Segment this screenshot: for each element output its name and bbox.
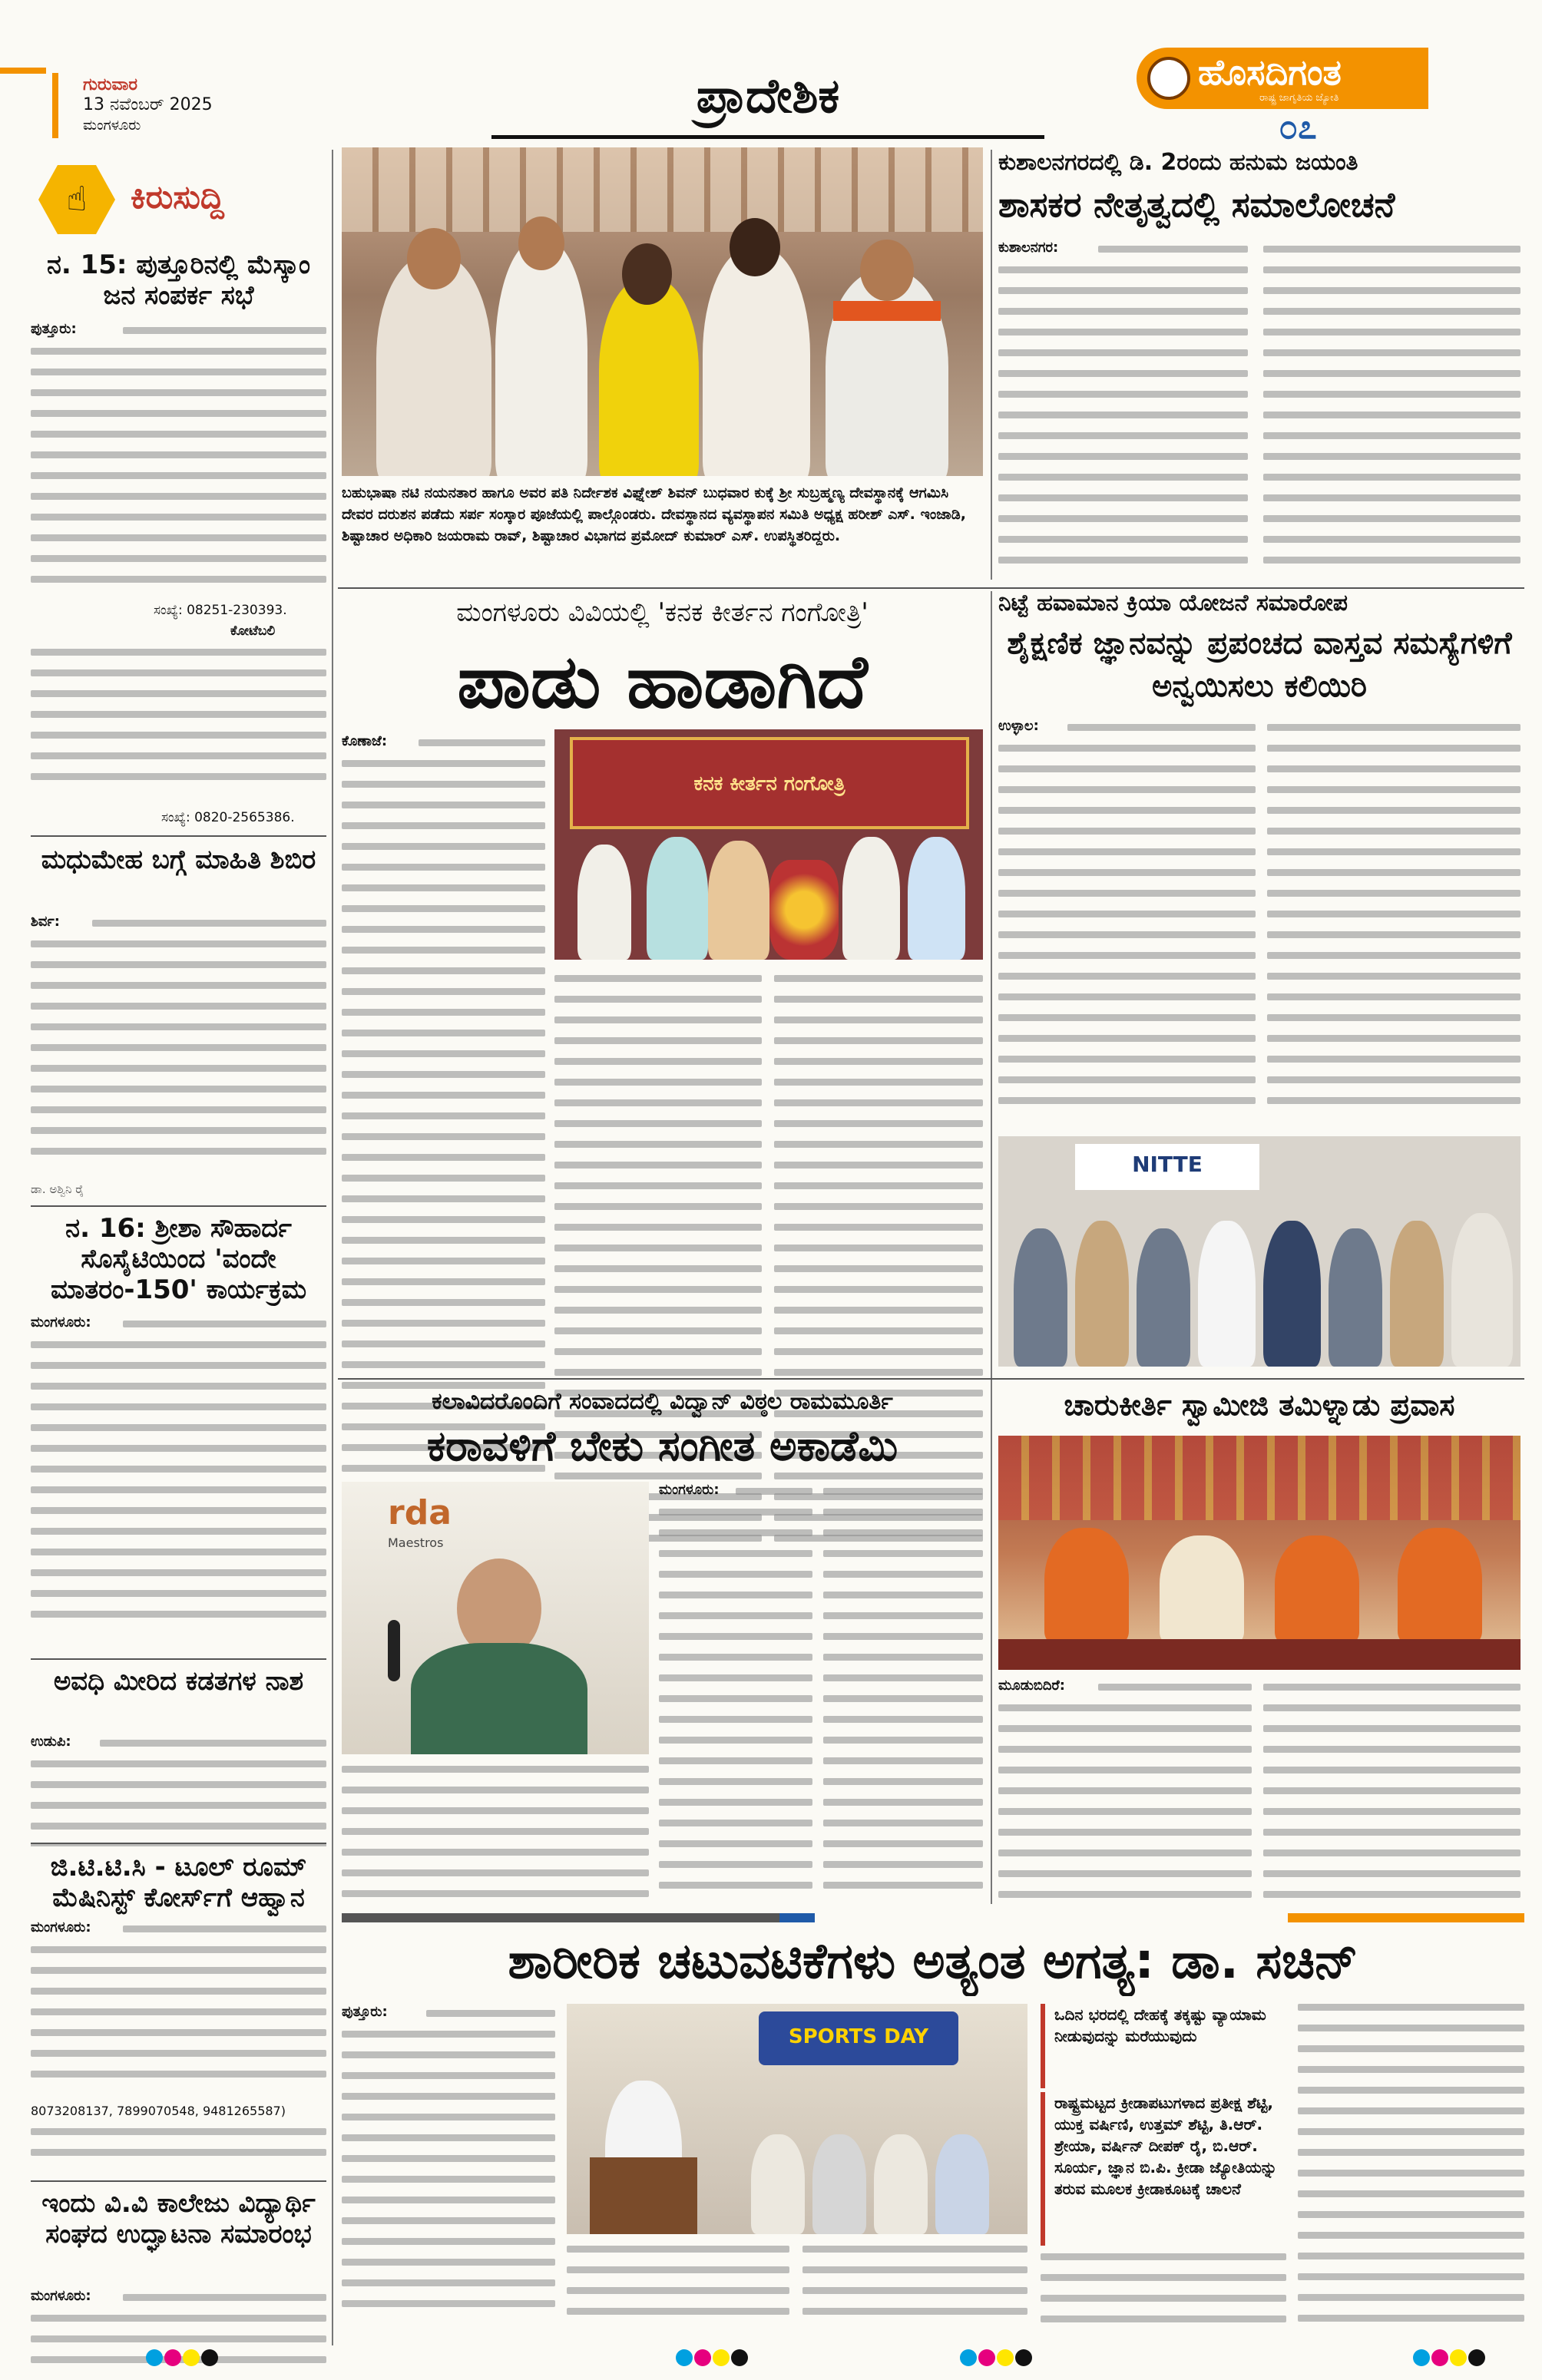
music-body-bottom (342, 1766, 649, 1912)
charukeerthi-photo (998, 1436, 1520, 1670)
microphone-icon (388, 1620, 400, 1681)
swamiji-figure (1275, 1535, 1359, 1643)
music-body-col1 (659, 1488, 812, 1910)
kiru-divider-5 (31, 2180, 326, 2182)
kiru-suddi-column (31, 154, 326, 2365)
stage-arch (998, 1436, 1520, 1520)
kiru-item-5-title: ಜಿ.ಟಿ.ಟಿ.ಸಿ - ಟೂಲ್ ರೂಮ್ ಮೆಷಿನಿಸ್ಟ್ ಕೋರ್ಸ್‌ಗೆ ಆಹ್ವಾನ (50, 1852, 307, 1913)
charukeerthi-dateline: ಮೂಡುಬಿದಿರೆ: (998, 1678, 1065, 1694)
student-figure (1451, 1213, 1513, 1367)
paper-logo (1137, 48, 1428, 109)
logo-emblem-icon (1147, 57, 1190, 100)
sports-banner-text: SPORTS DAY (788, 2025, 929, 2048)
kanaka-photo (554, 729, 983, 960)
date-block-accent (52, 73, 58, 138)
kanaka-banner (570, 737, 969, 829)
column-rule-mid-top (991, 150, 992, 580)
charukeerthi-body-col1 (998, 1684, 1252, 1914)
swamiji-figure (1044, 1528, 1129, 1643)
registration-dot (146, 2349, 163, 2366)
charukeerthi-body-col2 (1263, 1684, 1520, 1914)
hanuma-body-col2 (1263, 246, 1520, 583)
kanaka-banner-text: ಕನಕ ಕೀರ್ತನ ಗಂಗೋತ್ರಿ (693, 772, 845, 795)
person-figure (812, 2134, 866, 2234)
date-label: 13 ನವೆಂಬರ್ 2025 (83, 95, 213, 114)
masthead (0, 0, 1542, 146)
divider-row-2 (338, 1378, 1524, 1380)
section-title: ಪ್ರಾದೇಶಿಕ (696, 68, 840, 124)
person-figure (577, 845, 631, 960)
kiru-divider-1 (31, 835, 326, 837)
nitte-body-col1 (998, 724, 1256, 1131)
person-figure (874, 2134, 928, 2234)
paper-name: ಹೊಸದಿಗಂತ (1198, 51, 1342, 93)
music-photo (342, 1482, 649, 1754)
charukeerthi-headline: ಚಾರುಕೀರ್ತಿ ಸ್ವಾಮೀಜಿ ತಮಿಳ್ನಾಡು ಪ್ರವಾಸ (1064, 1388, 1455, 1422)
person-head (730, 218, 780, 276)
person-head (518, 217, 564, 270)
kiru-item-2-note: ಡಾ. ಅಶ್ವಿನಿ ರೈ (31, 1182, 84, 1196)
color-bar-1 (0, 68, 46, 74)
nitte-dateline: ಉಳ್ಳಾಲ: (998, 718, 1039, 734)
orange-shawl (833, 301, 941, 321)
person-figure (751, 2134, 805, 2234)
person-head (860, 240, 914, 301)
kiru-item-1-body (31, 327, 326, 603)
kanaka-dateline: ಕೊಣಾಜೆ: (342, 733, 388, 749)
sports-banner (759, 2011, 958, 2065)
sports-photo (567, 2004, 1027, 2234)
swamiji-figure (1160, 1535, 1244, 1643)
person-head (407, 228, 461, 289)
sports-body-col4 (1041, 2253, 1286, 2338)
sports-body-col3 (802, 2246, 1027, 2338)
day-label: ಗುರುವಾರ (83, 75, 138, 94)
music-banner-sub: Maestros (388, 1535, 444, 1550)
sports-color-strip (342, 1913, 1524, 1922)
student-figure (1137, 1228, 1190, 1367)
music-kicker: ಕಲಾವಿದರೊಂದಿಗೆ ಸಂವಾದದಲ್ಲಿ ವಿದ್ವಾನ್ ವಿಠ್ಠಲ ರಾಮಮೂರ್ತಿ (432, 1388, 893, 1415)
kiru-item-1-body-2 (31, 649, 326, 810)
hanuma-kicker: ಕುಶಾಲನಗರದಲ್ಲಿ ಡಿ. 2ರಂದು ಹನುಮ ಜಯಂತಿ (998, 149, 1358, 176)
music-dateline: ಮಂಗಳೂರು: (659, 1482, 720, 1498)
kiru-item-3-dateline: ಮಂಗಳೂರು: (31, 1314, 91, 1330)
registration-dot (997, 2349, 1014, 2366)
sports-callout-1: ಒದಿನ ಭರದಲ್ಲಿ ದೇಹಕ್ಕೆ ತಕ್ಕಷ್ಟು ವ್ಯಾಯಾಮ ನೀಡುವುದನ್ನು ಮರೆಯುವುದು (1041, 2004, 1286, 2088)
temple-pillars (342, 147, 983, 232)
music-banner-text: rda (388, 1493, 452, 1532)
temple-photo (342, 147, 983, 476)
student-figure (1198, 1221, 1256, 1367)
registration-dot (713, 2349, 730, 2366)
sports-callout-2: ರಾಷ್ಟ್ರಮಟ್ಟದ ಕ್ರೀಡಾಪಟುಗಳಾದ ಪ್ರತೀಕ್ಷ ಶೆಟ್ಟಿ, ಯುಕ್ತ ವರ್ಷಿಣಿ, ಉತ್ತಮ್ ಶೆಟ್ಟಿ, ತಿ.ಆರ್. ಶ್ರೇಯಾ, ವರ್ಷಿನ್ ದೀಪಕ್ ರೈ, ಬಿ.ಆರ್. ಸೂರ್ಯ, ಜ್ಞಾನ ಬಿ.ಪಿ. ಕ್ರೀಡಾ ಜ್ಯೋತಿಯನ್ನು ತರುವ ಮೂಲಕ ಕ್ರೀಡಾಕೂಟಕ್ಕೆ ಚಾಲನೆ (1041, 2092, 1286, 2246)
hand-symbol: ☝ (66, 180, 88, 219)
nitte-kicker: ನಿಟ್ಟೆ ಹವಾಮಾನ ಕ್ರಿಯಾ ಯೋಜನೆ ಸಮಾರೋಪ (998, 590, 1348, 616)
swamiji-figure (1398, 1528, 1482, 1643)
person-head (622, 243, 672, 305)
student-figure (1075, 1221, 1129, 1367)
kiru-divider-4 (31, 1843, 326, 1844)
divider-row-1 (338, 587, 1524, 589)
registration-dot (1450, 2349, 1467, 2366)
kiru-item-2-title: ಮಧುಮೇಹ ಬಗ್ಗೆ ಮಾಹಿತಿ ಶಿಬಿರ (41, 845, 316, 875)
nitte-body-col2 (1267, 724, 1520, 1131)
registration-dot (201, 2349, 218, 2366)
kiru-item-2-dateline: ಶಿರ್ವ: (31, 914, 60, 930)
registration-dot (694, 2349, 711, 2366)
podium (590, 2157, 697, 2234)
kiru-item-1-phone-2: ಸಂಖ್ಯೆ: 0820-2565386. (161, 810, 295, 825)
sports-headline: ಶಾರೀರಿಕ ಚಟುವಟಿಕೆಗಳು ಅತ್ಯಂತ ಅಗತ್ಯ: ಡಾ. ಸಚಿನ್ (508, 1933, 1358, 1990)
person-figure (703, 247, 810, 476)
sports-body-col2 (567, 2246, 789, 2338)
speaker-body (411, 1643, 587, 1754)
sports-dateline: ಪುತ್ತೂರು: (342, 2004, 388, 2020)
temple-photo-caption: ಬಹುಭಾಷಾ ನಟಿ ನಯನತಾರ ಹಾಗೂ ಅವರ ಪತಿ ನಿರ್ದೇಶಕ ವಿಘ್ನೇಶ್ ಶಿವನ್ ಬುಧವಾರ ಕುಕ್ಕೆ ಶ್ರೀ ಸುಬ್ರಹ್ಮಣ್ಯ ದೇವಸ್ಥಾನಕ್ಕೆ ಆಗಮಿಸಿ ದೇವರ ದರುಶನ ಪಡೆದು ಸರ್ಪ ಸಂಸ್ಕಾರ ಪೂಜೆಯಲ್ಲಿ ಪಾಲ್ಗೊಂಡರು. ದೇವಸ್ಥಾನದ ವ್ಯವಸ್ಥಾಪನ ಸಮಿತಿ ಅಧ್ಯಕ್ಷ ಹರೀಶ್ ಎಸ್. ಇಂಜಾಡಿ, ಶಿಷ್ಟಾಚಾರ ಅಧಿಕಾರಿ ಜಯರಾಮ ರಾವ್, ಶಿಷ್ಟಾಚಾರ ವಿಭಾಗದ ಪ್ರಮೋದ್ ಕುಮಾರ್ ಎಸ್. ಉಪಸ್ಥಿತರಿದ್ದರು. (342, 484, 966, 544)
registration-dot (731, 2349, 748, 2366)
kiru-item-5-body-2 (31, 2128, 326, 2174)
student-figure (1263, 1221, 1321, 1367)
registration-dot (164, 2349, 181, 2366)
person-figure (842, 837, 900, 960)
person-figure (708, 841, 769, 960)
kiru-item-1-phone: ಸಂಖ್ಯೆ: 08251-230393. (154, 603, 287, 618)
section-rule (491, 135, 1044, 139)
registration-dot (676, 2349, 693, 2366)
nitte-banner-text: NITTE (1132, 1152, 1203, 1177)
student-figure (1390, 1221, 1444, 1367)
registration-dot (183, 2349, 200, 2366)
kiru-item-6-title: ಇಂದು ವಿ.ವಿ ಕಾಲೇಜು ವಿದ್ಯಾರ್ಥಿ ಸಂಘದ ಉದ್ಘಾಟನಾ ಸಮಾರಂಭ (41, 2188, 316, 2249)
student-figure (1014, 1228, 1067, 1367)
kiru-item-2-body (31, 920, 326, 1188)
column-rule-mid-2 (991, 1382, 992, 1904)
music-headline: ಕರಾವಳಿಗೆ ಬೇಕು ಸಂಗೀತ ಅಕಾಡೆಮಿ (426, 1422, 898, 1470)
registration-dot (1015, 2349, 1032, 2366)
lamp-garland (769, 860, 839, 960)
person-figure (599, 278, 699, 476)
kiru-suddi-label: ಕಿರುಸುದ್ದಿ (131, 178, 224, 216)
kiru-item-1-subdateline: ಕೋಟೆಬಲಿ (230, 623, 276, 639)
column-rule-left (332, 150, 333, 2345)
registration-dot (1468, 2349, 1485, 2366)
person-figure (908, 837, 965, 960)
kiru-item-3-title: ನ. 16: ಶ್ರೀಶಾ ಸೌಹಾರ್ದ ಸೊಸೈಟಿಯಿಂದ 'ವಂದೇ ಮಾತರಂ-150' ಕಾರ್ಯಕ್ರಮ (50, 1213, 307, 1305)
music-body-col2 (823, 1488, 983, 1910)
page-number: ೦೭ (1279, 107, 1317, 146)
kiru-item-4-dateline: ಉಡುಪಿ: (31, 1734, 71, 1750)
hanuma-headline: ಶಾಸಕರ ನೇತೃತ್ವದಲ್ಲಿ ಸಮಾಲೋಚನೆ (998, 184, 1395, 225)
nitte-photo (998, 1136, 1520, 1367)
kanaka-headline: ಪಾಡು ಹಾಡಾಗಿದೆ (457, 639, 868, 725)
sports-body-col1 (342, 2010, 555, 2332)
kiru-divider-2 (31, 1205, 326, 1207)
kiru-item-4-title: ಅವಧಿ ಮೀರಿದ ಕಡತಗಳ ನಾಶ (53, 1666, 304, 1697)
kiru-divider-3 (31, 1658, 326, 1660)
paper-tagline: ರಾಷ್ಟ್ರ ಜಾಗೃತಿಯ ಜ್ಯೋತಿ (1259, 92, 1339, 104)
city-label: ಮಂಗಳೂರು (83, 117, 141, 134)
kiru-item-5-body (31, 1925, 326, 2102)
hanuma-dateline: ಕುಶಾಲನಗರ: (998, 240, 1059, 256)
kiru-item-1-dateline: ಪುತ್ತೂರು: (31, 321, 77, 337)
registration-dot (1431, 2349, 1448, 2366)
hanuma-body-col1 (998, 246, 1248, 583)
kiru-item-5-dateline: ಮಂಗಳೂರು: (31, 1919, 91, 1935)
registration-dot (1413, 2349, 1430, 2366)
stage-floor (998, 1639, 1520, 1670)
person-figure (647, 837, 708, 960)
kiru-item-5-phone: 8073208137, 7899070548, 9481265587) (31, 2104, 286, 2118)
sports-body-col5 (1298, 2004, 1524, 2338)
kiru-item-1-title: ನ. 15: ಪುತ್ತೂರಿನಲ್ಲಿ ಮೆಸ್ಕಾಂ ಜನ ಸಂಪರ್ಕ ಸಭೆ (46, 250, 311, 311)
person-figure (935, 2134, 989, 2234)
registration-dot (960, 2349, 977, 2366)
nitte-banner (1075, 1144, 1259, 1190)
kiru-item-3-body (31, 1321, 326, 1651)
nitte-headline: ಶೈಕ್ಷಣಿಕ ಜ್ಞಾನವನ್ನು ಪ್ರಪಂಚದ ವಾಸ್ತವ ಸಮಸ್ಯೆಗಳಿಗೆ ಅನ್ವಯಿಸಲು ಕಲಿಯಿರಿ (1007, 626, 1512, 704)
kiru-suddi-header (38, 161, 315, 238)
student-figure (1329, 1228, 1382, 1367)
kiru-item-6-dateline: ಮಂಗಳೂರು: (31, 2288, 91, 2304)
registration-dot (978, 2349, 995, 2366)
kanaka-kicker: ಮಂಗಳೂರು ವಿವಿಯಲ್ಲಿ 'ಕನಕ ಕೀರ್ತನ ಗಂಗೋತ್ರಿ' (456, 597, 869, 628)
person-figure (495, 240, 587, 476)
